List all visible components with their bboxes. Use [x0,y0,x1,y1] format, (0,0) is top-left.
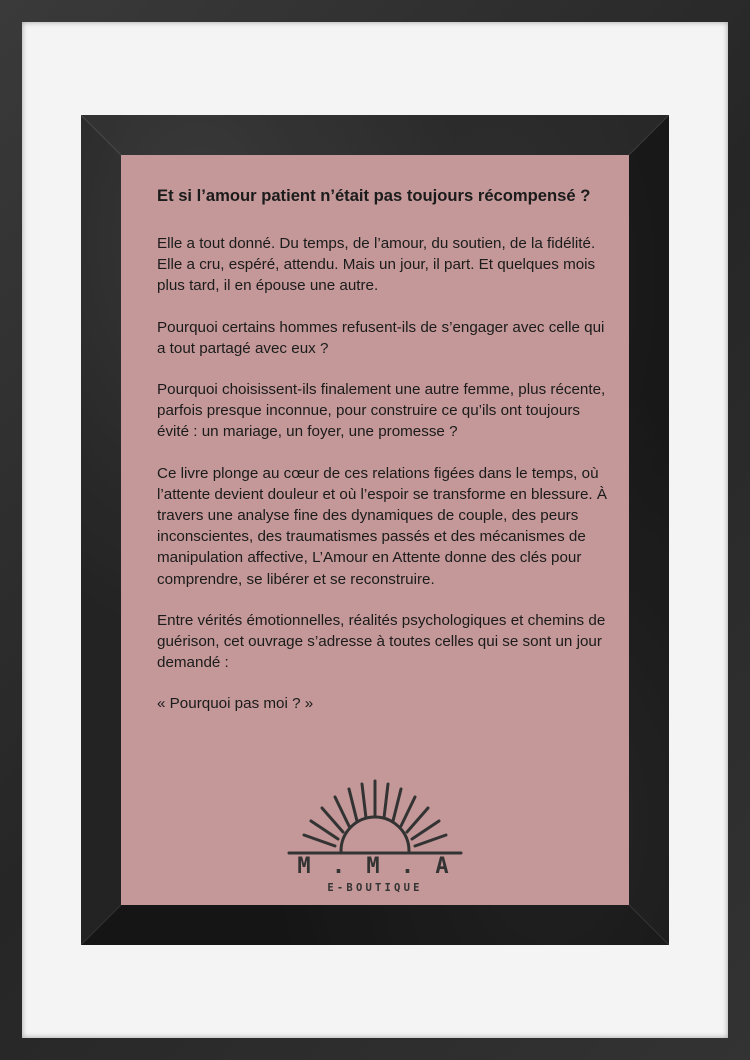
sunrise-icon [289,781,461,853]
paragraph-2: Pourquoi certains hommes refusent-ils de s’engager avec celle qui a tout partagé avec eux ? [157,318,605,357]
text-panel [121,155,629,905]
paragraph-3: Pourquoi choisissent-ils finalement une autre femme, plus récente, parfois presque inconnue, pour construire ce qu’ils ont toujours évité : un mariage, un foyer, une promesse ? [157,381,606,441]
paragraph-4: Ce livre plonge au cœur de ces relations figées dans le temps, où l’attente devient douleur et où l’espoir se transforme en blessure. À travers une analyse fine des dynamiques de couple, des peurs inconscientes, des traumatismes passés et des mécanismes de manipulation affective, L’Amour en Attente donne des clés pour comprendre, se libérer et se reconstruire. [157,464,607,588]
paragraph-1: Elle a tout donné. Du temps, de l’amour, du soutien, de la fidélité. Elle a cru, espéré, attendu. Mais un jour, il part. Et quelques mois plus tard, il en épouse une autre. [157,235,596,295]
chalkboard-border [81,115,669,945]
poster-title: Et si l’amour patient n’était pas toujours récompensé ? [157,186,591,205]
logo-subtitle: E-BOUTIQUE [327,882,423,894]
paragraph-5: Entre vérités émotionnelles, réalités psychologiques et chemins de guérison, cet ouvrage s’adresse à toutes celles qui se sont un jour demandé : [157,611,606,672]
logo-name: M . M . A [297,854,453,879]
closing-quote: « Pourquoi pas moi ? » [157,695,314,713]
brand-logo [283,775,467,895]
poster-content [157,185,607,735]
